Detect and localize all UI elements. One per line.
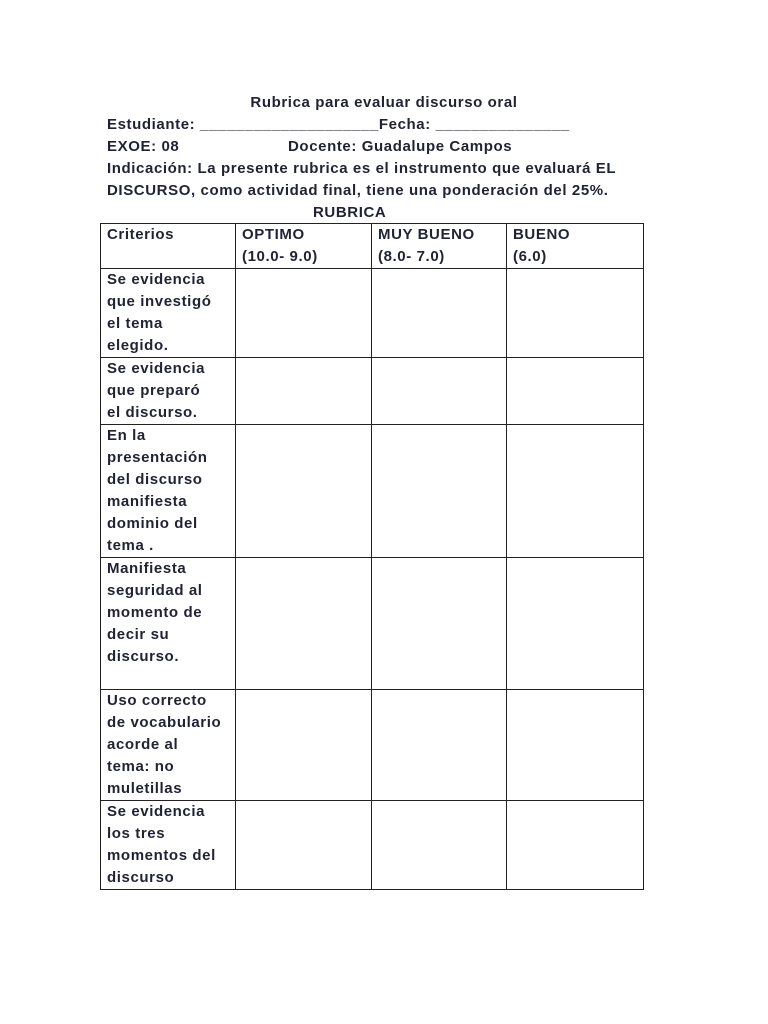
score-cell-optimo <box>236 801 372 890</box>
header-cell-muy-bueno <box>372 224 507 269</box>
table-row <box>101 425 644 558</box>
table-row <box>101 690 644 801</box>
table-row <box>101 801 644 890</box>
score-cell-bueno <box>507 690 644 801</box>
score-cell-bueno <box>507 358 644 425</box>
table-row <box>101 358 644 425</box>
score-cell-optimo <box>236 269 372 358</box>
score-cell-bueno <box>507 558 644 690</box>
criterion-cell: Uso correcto de vocabulario acorde al tema: no muletillas <box>101 690 236 801</box>
header-cell-bueno <box>507 224 644 269</box>
teacher-label: Docente: Guadalupe Campos <box>288 138 513 155</box>
header-range: (10.0- 9.0) <box>242 248 318 265</box>
section-title: RUBRICA <box>313 204 387 221</box>
instruction-line-2: DISCURSO, como actividad final, tiene una ponderación del 25%. <box>107 182 609 199</box>
criterion-cell: Se evidencia que investigó el tema elegido. <box>101 269 236 358</box>
table-row <box>101 558 644 690</box>
criterion-cell: Manifiesta seguridad al momento de decir su discurso. <box>101 558 236 690</box>
header-label: OPTIMO <box>242 226 305 243</box>
exoe-label: EXOE: 08 <box>107 138 180 155</box>
score-cell-muy-bueno <box>372 690 507 801</box>
score-cell-optimo <box>236 358 372 425</box>
instruction-line-1: Indicación: La presente rubrica es el instrumento que evaluará EL <box>107 160 617 177</box>
header-range: (8.0- 7.0) <box>378 248 445 265</box>
score-cell-bueno <box>507 425 644 558</box>
student-date-line: Estudiante: ____________________Fecha: _______________ <box>107 116 570 133</box>
score-cell-muy-bueno <box>372 269 507 358</box>
score-cell-bueno <box>507 269 644 358</box>
header-label: MUY BUENO <box>378 226 475 243</box>
criterion-cell: En la presentación del discurso manifiesta dominio del tema . <box>101 425 236 558</box>
score-cell-optimo <box>236 558 372 690</box>
document-title: Rubrica para evaluar discurso oral <box>250 94 518 111</box>
score-cell-optimo <box>236 690 372 801</box>
header-cell-criterios <box>101 224 236 269</box>
criterion-cell: Se evidencia que preparó el discurso. <box>101 358 236 425</box>
header-cell-optimo <box>236 224 372 269</box>
header-label: BUENO <box>513 226 571 243</box>
header-label: Criterios <box>107 226 175 243</box>
table-header-row <box>101 224 644 269</box>
score-cell-muy-bueno <box>372 801 507 890</box>
score-cell-muy-bueno <box>372 358 507 425</box>
score-cell-bueno <box>507 801 644 890</box>
header-range: (6.0) <box>513 248 547 265</box>
score-cell-optimo <box>236 425 372 558</box>
table-row <box>101 269 644 358</box>
criterion-cell: Se evidencia los tres momentos del discurso <box>101 801 236 890</box>
score-cell-muy-bueno <box>372 425 507 558</box>
rubric-table <box>100 223 644 890</box>
score-cell-muy-bueno <box>372 558 507 690</box>
